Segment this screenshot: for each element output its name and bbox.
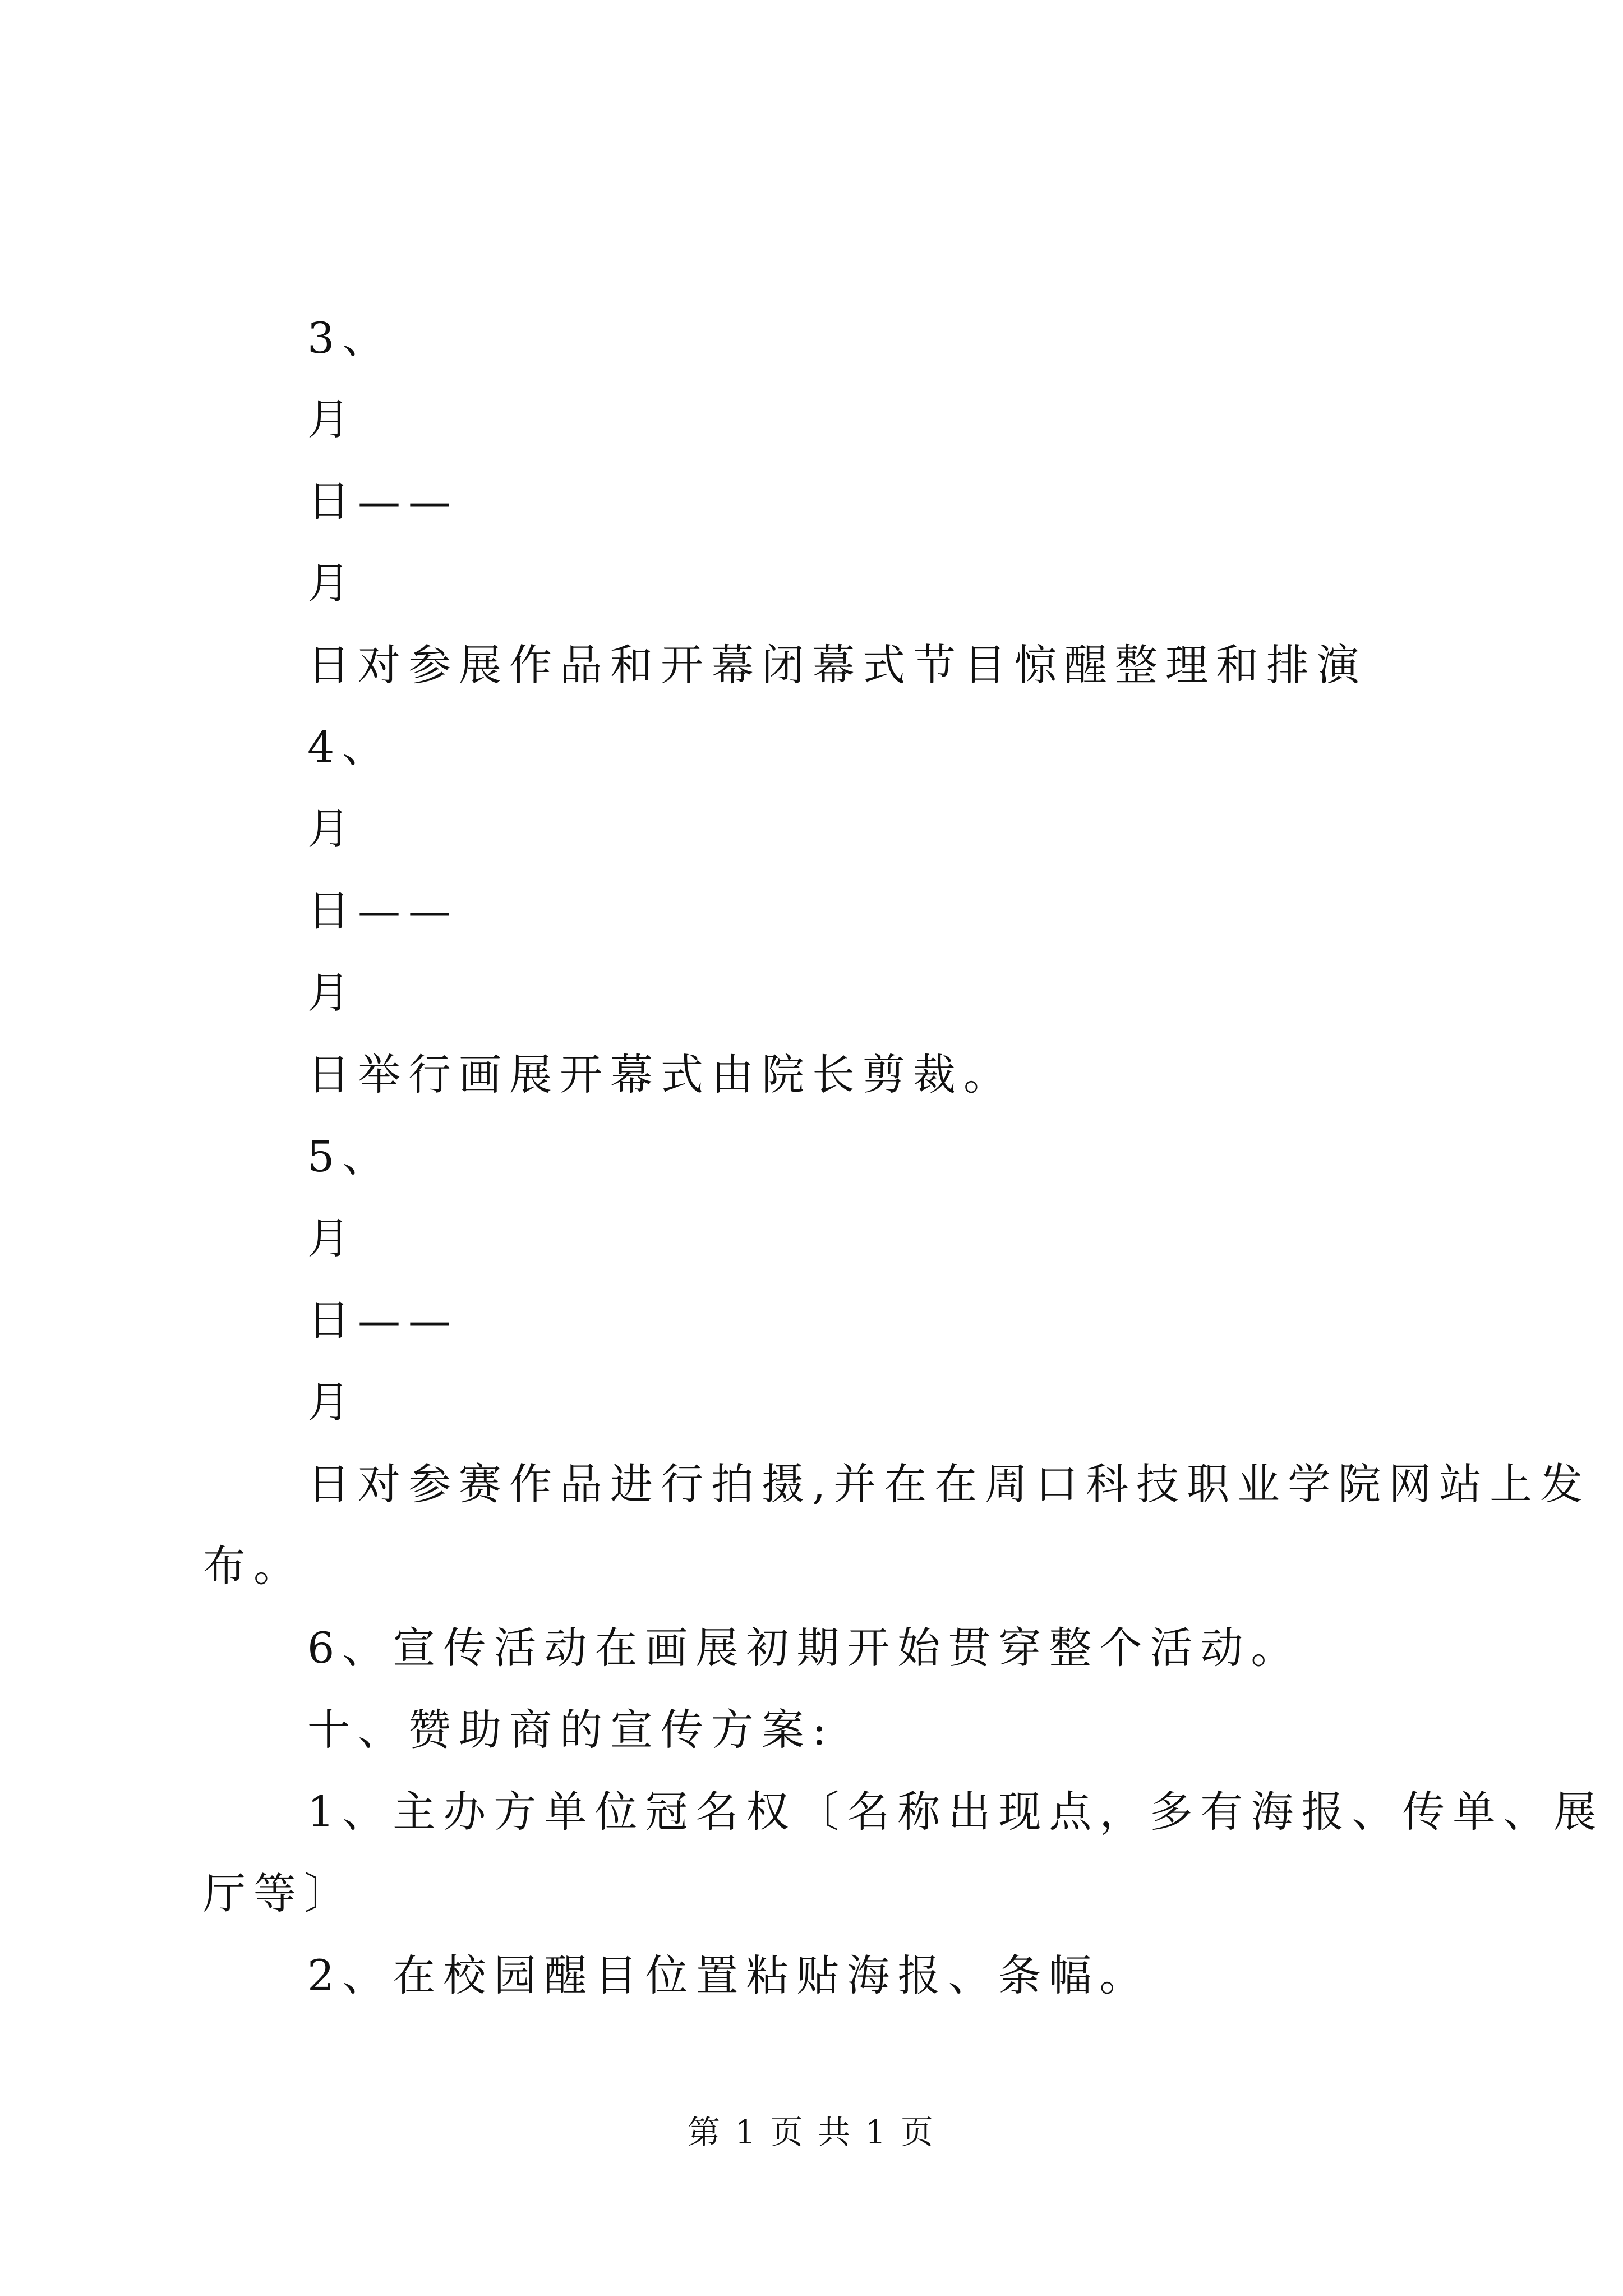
text-line: 月 (307, 968, 358, 1018)
paragraph-item-1: 1、主办方单位冠名权〔名称出现点，多有海报、传单、展 (307, 1787, 1604, 1837)
text-line: 日—— (307, 476, 459, 526)
list-item-3-number: 3、 (307, 313, 393, 363)
text-line: 日举行画展开幕式由院长剪裁。 (307, 1050, 1014, 1099)
paragraph-item-2: 2、在校园醒目位置粘贴海报、条幅。 (307, 1950, 1150, 2000)
text-line: 日对参赛作品进行拍摄,并在在周口科技职业学院网站上发 (307, 1459, 1591, 1509)
text-line: 日对参展作品和开幕闭幕式节目惊醒整理和排演 (307, 640, 1367, 690)
page-footer: 第 1 页 共 1 页 (688, 2113, 935, 2151)
text-line: 日—— (307, 886, 459, 936)
text-line: 月 (307, 1213, 358, 1263)
text-line: 月 (307, 558, 358, 608)
text-line: 月 (307, 394, 358, 444)
text-line: 月 (307, 1377, 358, 1427)
section-heading: 十、赞助商的宣传方案: (307, 1705, 834, 1755)
text-line: 月 (307, 804, 358, 854)
paragraph-item-6: 6、宣传活动在画展初期开始贯穿整个活动。 (307, 1623, 1302, 1673)
list-item-5-number: 5、 (307, 1131, 393, 1181)
text-line-continuation: 厅等〕 (203, 1869, 354, 1918)
text-line: 日—— (307, 1295, 459, 1345)
list-item-4-number: 4、 (307, 722, 393, 772)
text-line-continuation: 布。 (203, 1541, 304, 1591)
